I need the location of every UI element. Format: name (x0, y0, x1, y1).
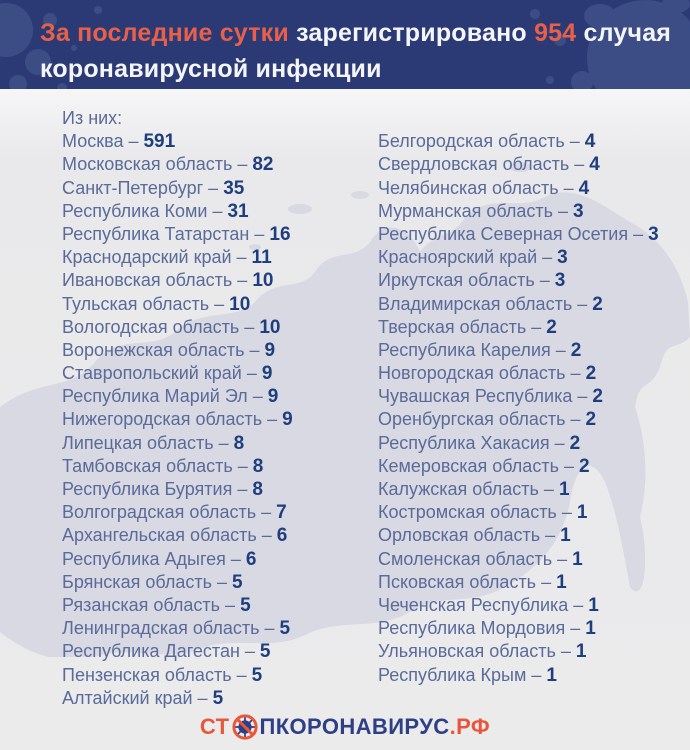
region-row (378, 153, 659, 176)
region-row (62, 501, 378, 524)
region-value: 1 (560, 525, 571, 547)
region-row (62, 594, 378, 617)
region-row (378, 478, 659, 501)
region-name: Тамбовская область – (62, 455, 253, 476)
region-value: 6 (245, 548, 257, 570)
region-value: 2 (578, 455, 590, 477)
region-value: 11 (251, 247, 272, 269)
region-value: 1 (558, 479, 570, 500)
region-value: 1 (575, 641, 587, 663)
region-row (62, 200, 378, 223)
region-value: 9 (261, 363, 273, 385)
headline-text-cases: случая (583, 19, 672, 47)
headline-highlight-count: 954 (534, 19, 577, 47)
region-name: Ивановская область – (62, 270, 253, 291)
region-column-right (378, 130, 659, 710)
region-name: Санкт-Петербург – (62, 177, 224, 198)
logo-suffix: .РФ (449, 714, 491, 739)
region-name: Республика Адыгея – (62, 548, 246, 569)
region-value: 4 (584, 131, 596, 153)
region-name: Краснодарский край – (62, 247, 252, 268)
region-name: Архангельская область – (62, 525, 277, 546)
region-name: Республика Татарстан – (62, 223, 270, 244)
region-row (62, 640, 378, 663)
region-row (62, 524, 378, 547)
region-value: 591 (143, 131, 176, 153)
main-content (0, 89, 690, 750)
region-name: Москва – (62, 131, 144, 152)
region-value: 2 (592, 386, 603, 408)
region-name: Республика Карелия – (378, 339, 571, 360)
region-name: Липецкая область – (62, 432, 234, 453)
region-name: Владимирская область – (378, 293, 593, 314)
region-name: Брянская область – (62, 571, 232, 592)
region-value: 31 (227, 200, 249, 222)
region-name: Алтайский край – (62, 687, 213, 708)
region-row (62, 408, 378, 431)
region-row (62, 223, 378, 246)
region-value: 5 (212, 687, 224, 709)
region-value: 8 (233, 432, 245, 454)
region-name: Республика Дагестан – (62, 641, 260, 662)
region-name: Тульская область – (62, 293, 230, 314)
region-row (378, 664, 659, 687)
region-name: Республика Коми – (62, 200, 228, 221)
region-value: 3 (648, 223, 659, 245)
region-row (62, 130, 378, 153)
region-name: Иркутская область – (378, 270, 555, 291)
region-name: Тверская область – (378, 316, 547, 337)
region-row (378, 385, 659, 408)
region-name: Оренбургская область – (378, 409, 586, 430)
region-name: Чувашская Республика – (378, 386, 593, 407)
region-row (378, 501, 659, 524)
region-row (62, 177, 378, 200)
stopcoronavirus-logo (0, 713, 690, 741)
region-row (378, 130, 659, 153)
region-name: Московская область – (62, 154, 253, 175)
region-row (378, 223, 659, 246)
region-row (62, 293, 378, 316)
region-name: Чеченская Республика – (378, 594, 589, 615)
region-value: 1 (588, 594, 599, 616)
region-value: 2 (569, 432, 581, 454)
region-value: 2 (585, 409, 597, 431)
region-value: 3 (557, 247, 568, 269)
region-value: 5 (259, 641, 271, 663)
region-list-left (62, 130, 378, 710)
region-row (62, 478, 378, 501)
region-name: Псковская область – (378, 571, 557, 592)
headline-highlight-period: За последние сутки (40, 19, 289, 47)
headline-text-registered: зарегистрировано (296, 19, 527, 47)
region-value: 8 (252, 479, 263, 500)
region-value: 3 (573, 200, 584, 222)
region-name: Калужская область – (378, 479, 559, 499)
region-row (378, 293, 659, 316)
region-name: Республика Северная Осетия – (378, 223, 649, 244)
region-row (378, 246, 659, 269)
region-value: 6 (276, 525, 288, 547)
region-value: 3 (554, 270, 566, 292)
region-column-left (62, 107, 378, 710)
region-row (62, 548, 378, 571)
region-value: 9 (264, 339, 276, 361)
region-row (378, 524, 659, 547)
region-row (378, 177, 659, 200)
region-value: 10 (259, 316, 281, 338)
region-value: 2 (570, 339, 582, 361)
region-name: Белгородская область – (378, 131, 585, 152)
region-name: Новгородская область – (378, 363, 586, 384)
region-name: Нижегородская область – (62, 409, 283, 430)
region-list-right (378, 130, 659, 687)
region-name: Республика Мордовия – (378, 618, 586, 639)
region-name: Ставропольский край – (62, 363, 262, 384)
region-value: 1 (572, 548, 583, 570)
region-columns (0, 89, 690, 710)
region-value: 10 (252, 270, 274, 292)
region-name: Ленинградская область – (62, 618, 280, 639)
region-row (378, 200, 659, 223)
region-name: Республика Хакасия – (378, 432, 570, 453)
headline-line2: коронавирусной инфекции (40, 55, 382, 83)
list-intro: Из них: (62, 108, 123, 128)
region-name: Челябинская область – (378, 177, 579, 198)
region-name: Орловская область – (378, 525, 561, 546)
region-value: 2 (585, 363, 597, 385)
region-row (378, 617, 659, 640)
region-row (378, 571, 659, 594)
region-value: 4 (578, 177, 590, 199)
region-name: Мурманская область – (378, 200, 574, 221)
region-value: 8 (252, 455, 264, 477)
region-name: Ульяновская область – (378, 641, 576, 662)
region-row (62, 617, 378, 640)
region-row (62, 455, 378, 478)
region-value: 2 (546, 316, 557, 338)
region-name: Республика Марий Эл – (62, 386, 268, 407)
region-row (378, 269, 659, 292)
region-row (62, 385, 378, 408)
region-value: 9 (267, 386, 279, 408)
no-virus-icon (231, 713, 259, 741)
region-value: 5 (240, 594, 251, 616)
region-value: 1 (585, 618, 596, 640)
region-name: Воронежская область – (62, 339, 265, 360)
region-row (378, 362, 659, 385)
region-name: Рязанская область – (62, 594, 241, 615)
region-value: 4 (589, 154, 600, 176)
region-value: 1 (556, 571, 567, 593)
header-banner (0, 0, 690, 89)
region-row (62, 339, 378, 362)
region-name: Кемеровская область – (378, 455, 579, 476)
region-row (62, 246, 378, 269)
region-row (378, 548, 659, 571)
region-name: Республика Бурятия – (62, 479, 253, 499)
region-name: Пензенская область – (62, 664, 252, 685)
region-value: 1 (546, 664, 557, 686)
region-value: 10 (229, 293, 251, 315)
region-row (62, 432, 378, 455)
region-row (378, 640, 659, 663)
region-name: Красноярский край – (378, 247, 558, 268)
region-row (378, 455, 659, 478)
region-row (378, 316, 659, 339)
logo-middle: ПКОРОНАВИРУС (259, 714, 450, 739)
region-value: 1 (576, 502, 588, 524)
region-name: Волгоградская область – (62, 502, 277, 523)
region-name: Свердловская область – (378, 154, 590, 175)
region-value: 16 (269, 223, 291, 245)
region-row (62, 316, 378, 339)
region-name: Смоленская область – (378, 548, 573, 569)
region-name: Республика Крым – (378, 664, 547, 685)
region-value: 5 (232, 571, 243, 593)
region-row (378, 339, 659, 362)
region-value: 5 (251, 664, 263, 686)
region-value: 82 (252, 154, 274, 176)
region-row (62, 153, 378, 176)
region-value: 7 (276, 502, 287, 524)
region-value: 35 (223, 177, 245, 199)
logo-prefix: СТ (199, 714, 230, 739)
region-row (378, 408, 659, 431)
region-value: 5 (279, 618, 291, 640)
region-row (378, 432, 659, 455)
region-row (378, 594, 659, 617)
region-row (62, 571, 378, 594)
region-name: Вологодская область – (62, 316, 260, 337)
region-value: 2 (592, 293, 603, 315)
region-name: Костромская область – (378, 502, 577, 523)
region-row (62, 269, 378, 292)
region-row (62, 687, 378, 710)
region-row (62, 362, 378, 385)
region-row (62, 664, 378, 687)
headline (40, 15, 671, 87)
region-value: 9 (282, 409, 293, 431)
